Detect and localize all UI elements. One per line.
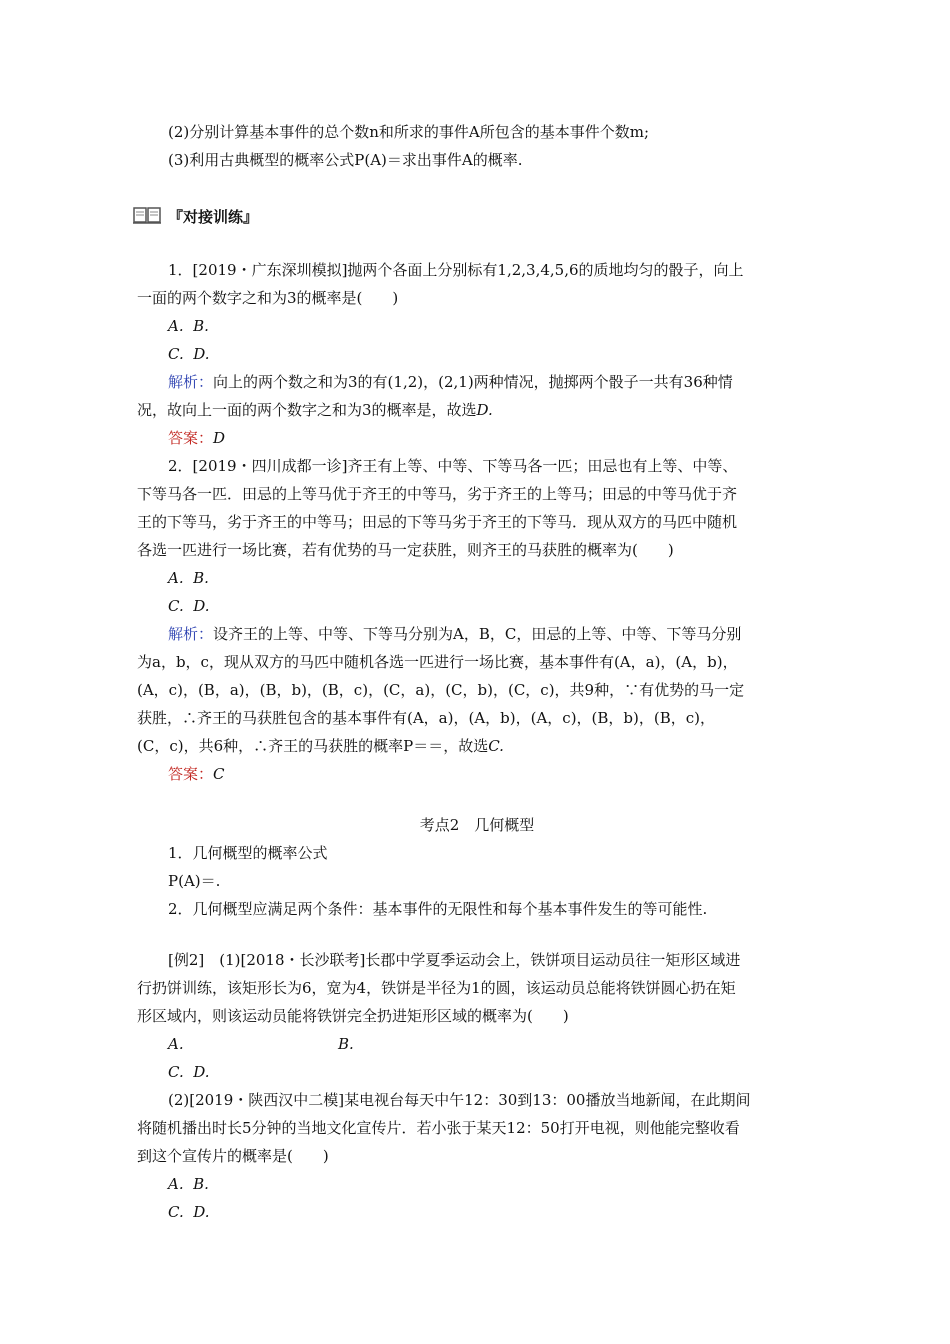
ex2-part2-option-b: B. <box>193 1175 209 1193</box>
section-heading-text: 『对接训练』 <box>168 208 259 226</box>
q1-option-d: D. <box>193 345 210 363</box>
q1-analysis-label: 解析： <box>168 373 214 391</box>
q2-analysis-line4: 获胜，∴齐王的马获胜包含的基本事件有(A，a)，(A，b)，(A，c)，(B，b)，(B，c)， <box>137 709 716 727</box>
ex2-part2-line2: 将随机播出时长5分钟的当地文化宣传片．若小张于某天12：50打开电视，则他能完整收看 <box>137 1119 740 1137</box>
geo-item1: 1．几何概型的概率公式 <box>168 844 328 862</box>
q2-options-cd <box>168 596 817 616</box>
ex2-line1: [例2] (1)[2018・长沙联考]长郡中学夏季运动会上，铁饼项目运动员往一矩形区域进 <box>168 951 741 969</box>
ex2-part2-options-cd <box>168 1202 817 1222</box>
q1-answer-label: 答案： <box>168 429 214 447</box>
q2-analysis-line2: 为a，b，c，现从双方的马匹中随机各选一匹进行一场比赛，基本事件有(A，a)，(A，b)， <box>137 653 738 671</box>
q1-analysis-line2: 况，故向上一面的两个数字之和为3的概率是，故选D. <box>137 401 493 419</box>
q1-line2: 一面的两个数字之和为3的概率是( ) <box>137 289 399 307</box>
q2-options-ab <box>168 568 817 588</box>
q2-option-b: B. <box>193 569 209 587</box>
q1-analysis-line1: 解析：向上的两个数之和为3的有(1,2)，(2,1)两种情况，抛掷两个骰子一共有36种情 <box>168 373 733 391</box>
open-book-icon <box>132 205 162 231</box>
q1-answer <box>168 428 817 448</box>
ex2-option-c: C. <box>168 1063 184 1081</box>
ex2-line3: 形区域内，则该运动员能将铁饼完全扔进矩形区域的概率为( ) <box>137 1007 569 1025</box>
q2-analysis-line5: (C，c)，共6种，∴齐王的马获胜的概率P＝＝，故选C. <box>137 737 504 755</box>
ex2-options-ab <box>168 1034 817 1054</box>
intro-step3: (3)利用古典概型的概率公式P(A)＝求出事件A的概率. <box>168 151 523 169</box>
q1-options-ab <box>168 316 817 336</box>
ex2-part2-line3: 到这个宣传片的概率是( ) <box>137 1147 329 1165</box>
q2-answer-label: 答案： <box>168 765 214 783</box>
q2-answer-value: C <box>213 765 225 783</box>
geo-formula: P(A)＝. <box>168 872 221 890</box>
q1-option-b: B. <box>193 317 209 335</box>
ex2-option-a: A. <box>168 1035 184 1053</box>
q2-option-a: A. <box>168 569 184 587</box>
ex2-part2-option-d: D. <box>193 1203 210 1221</box>
section2-title: 考点2 几何概型 <box>419 816 535 834</box>
q2-answer <box>168 764 817 784</box>
q1-answer-value: D <box>213 429 226 447</box>
ex2-part2-option-c: C. <box>168 1203 184 1221</box>
q2-analysis-line1: 解析：设齐王的上等、中等、下等马分别为A，B，C，田忌的上等、中等、下等马分别 <box>168 625 742 643</box>
q2-analysis-label: 解析： <box>168 625 214 643</box>
geo-item2: 2．几何概型应满足两个条件：基本事件的无限性和每个基本事件发生的等可能性. <box>168 900 708 918</box>
q2-line2: 下等马各一匹．田忌的上等马优于齐王的中等马，劣于齐王的上等马；田忌的中等马优于齐 <box>137 485 738 503</box>
ex2-part2-line1: (2)[2019・陕西汉中二模]某电视台每天中午12：30到13：00播放当地新闻，在此期间 <box>168 1091 751 1109</box>
ex2-part2-option-a: A. <box>168 1175 184 1193</box>
q2-analysis-line3: (A，c)，(B，a)，(B，b)，(B，c)，(C，a)，(C，b)，(C，c)，共9种，∵有优势的马一定 <box>137 681 745 699</box>
section-heading <box>132 205 258 227</box>
q1-options-cd <box>168 344 817 364</box>
q2-line3: 王的下等马，劣于齐王的中等马；田忌的下等马劣于齐王的下等马．现从双方的马匹中随机 <box>137 513 738 531</box>
ex2-options-cd <box>168 1062 817 1082</box>
q1-option-c: C. <box>168 345 184 363</box>
intro-step2: (2)分别计算基本事件的总个数n和所求的事件A所包含的基本事件个数m; <box>168 123 650 141</box>
q2-option-d: D. <box>193 597 210 615</box>
ex2-option-d: D. <box>193 1063 210 1081</box>
q2-line1: 2．[2019・四川成都一诊]齐王有上等、中等、下等马各一匹；田忌也有上等、中等、 <box>168 457 738 475</box>
q1-option-a: A. <box>168 317 184 335</box>
ex2-line2: 行扔饼训练，该矩形长为6，宽为4，铁饼是半径为1的圆，该运动员总能将铁饼圆心扔在矩 <box>137 979 736 997</box>
q2-line4: 各选一匹进行一场比赛，若有优势的马一定获胜，则齐王的马获胜的概率为( ) <box>137 541 674 559</box>
ex2-option-b: B. <box>338 1035 354 1053</box>
q2-option-c: C. <box>168 597 184 615</box>
q1-line1: 1．[2019・广东深圳模拟]抛两个各面上分别标有1,2,3,4,5,6的质地均匀的骰子，向上 <box>168 261 744 279</box>
ex2-part2-options-ab <box>168 1174 817 1194</box>
